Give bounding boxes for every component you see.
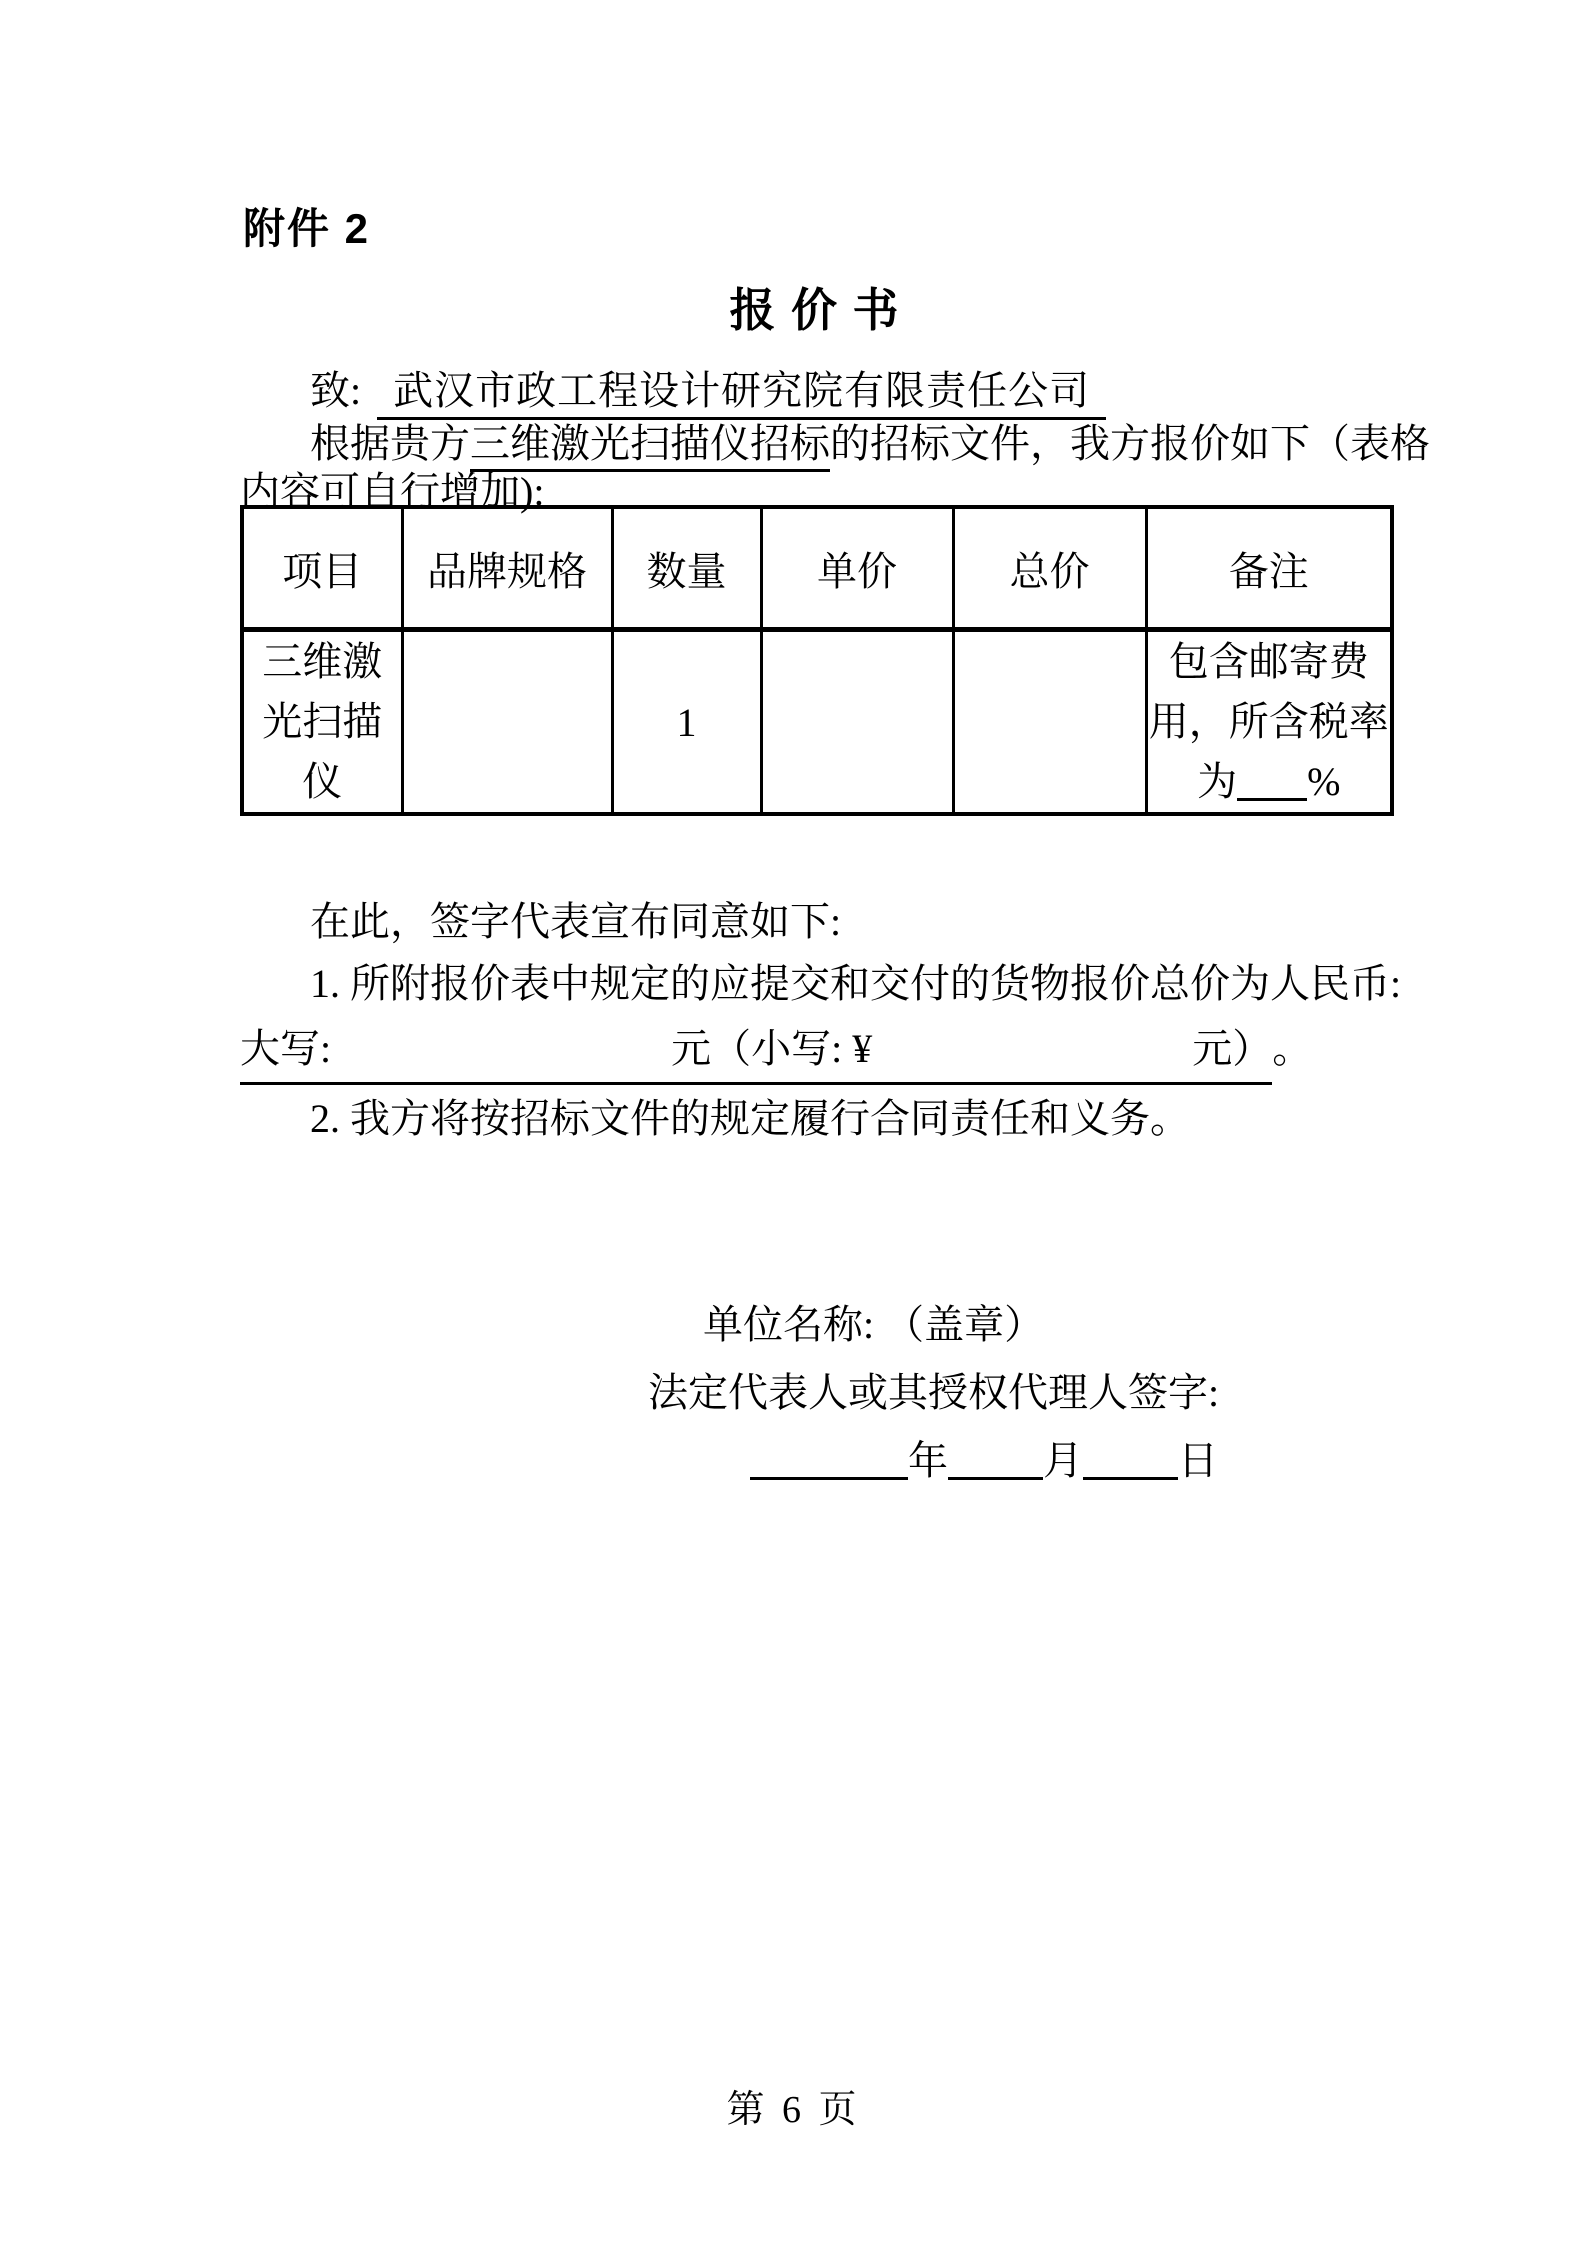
date-year-label: 年 bbox=[908, 1438, 948, 1483]
col-header-item: 项目 bbox=[242, 507, 402, 630]
attachment-label: 附件 2 bbox=[243, 205, 371, 252]
tender-subject-underlined: 三维激光扫描仪招标 bbox=[470, 421, 830, 472]
col-header-unit-price: 单价 bbox=[761, 507, 953, 630]
remark-text: 包含邮寄费用，所含税率为 bbox=[1148, 639, 1389, 804]
date-year-blank bbox=[750, 1471, 908, 1480]
recipient-name: 武汉市政工程设计研究院有限责任公司 bbox=[377, 368, 1106, 420]
cell-quantity: 1 bbox=[612, 630, 761, 815]
intro-line-2: 内容可自行增加): bbox=[240, 469, 545, 514]
cell-brand-spec bbox=[402, 630, 612, 815]
signature-signer-line: 法定代表人或其授权代理人签字: bbox=[648, 1370, 1220, 1415]
col-header-brand-spec: 品牌规格 bbox=[402, 507, 612, 630]
remark-suffix: % bbox=[1307, 759, 1341, 804]
amount-figures-blank bbox=[872, 1060, 1192, 1062]
intro-post-text: 的招标文件，我方报价如下（表格 bbox=[830, 421, 1430, 466]
date-day-label: 日 bbox=[1178, 1438, 1218, 1483]
amount-words-blank bbox=[331, 1060, 671, 1062]
table-header-row bbox=[242, 507, 1392, 630]
cell-item: 三维激光扫描仪 bbox=[242, 630, 402, 815]
cell-total-price bbox=[953, 630, 1146, 815]
amount-underlined-segment bbox=[240, 1024, 1272, 1085]
amount-period: 。 bbox=[1272, 1026, 1313, 1071]
document-title: 报 价 书 bbox=[729, 285, 901, 336]
amount-mid-text: 元（小写: ¥ bbox=[671, 1026, 873, 1071]
intro-line-1 bbox=[310, 419, 1430, 469]
cell-unit-price bbox=[761, 630, 953, 815]
declaration-item-2: 2. 我方将按招标文件的规定履行合同责任和义务。 bbox=[310, 1096, 1190, 1141]
signature-date-line bbox=[750, 1436, 1218, 1486]
declaration-item-1: 1. 所附报价表中规定的应提交和交付的货物报价总价为人民币: bbox=[310, 961, 1402, 1006]
tax-rate-blank bbox=[1237, 792, 1307, 801]
amount-line bbox=[240, 1024, 1312, 1085]
declaration-intro: 在此，签字代表宣布同意如下: bbox=[310, 899, 842, 944]
table-row bbox=[242, 630, 1392, 815]
amount-end-text: 元） bbox=[1192, 1026, 1273, 1071]
salutation-label: 致: bbox=[310, 368, 362, 413]
date-month-label: 月 bbox=[1043, 1438, 1083, 1483]
date-day-blank bbox=[1083, 1471, 1178, 1480]
date-month-blank bbox=[948, 1471, 1043, 1480]
col-header-remark: 备注 bbox=[1146, 507, 1392, 630]
intro-pre-text: 根据贵方 bbox=[310, 421, 470, 466]
col-header-quantity: 数量 bbox=[612, 507, 761, 630]
cell-remark bbox=[1146, 630, 1392, 815]
amount-caps-label: 大写: bbox=[240, 1026, 332, 1071]
salutation-line bbox=[310, 366, 1106, 416]
col-header-total-price: 总价 bbox=[953, 507, 1146, 630]
signature-company-line: 单位名称: （盖章） bbox=[703, 1302, 1045, 1347]
quotation-table bbox=[240, 505, 1394, 816]
page-number: 第 6 页 bbox=[726, 2089, 861, 2131]
